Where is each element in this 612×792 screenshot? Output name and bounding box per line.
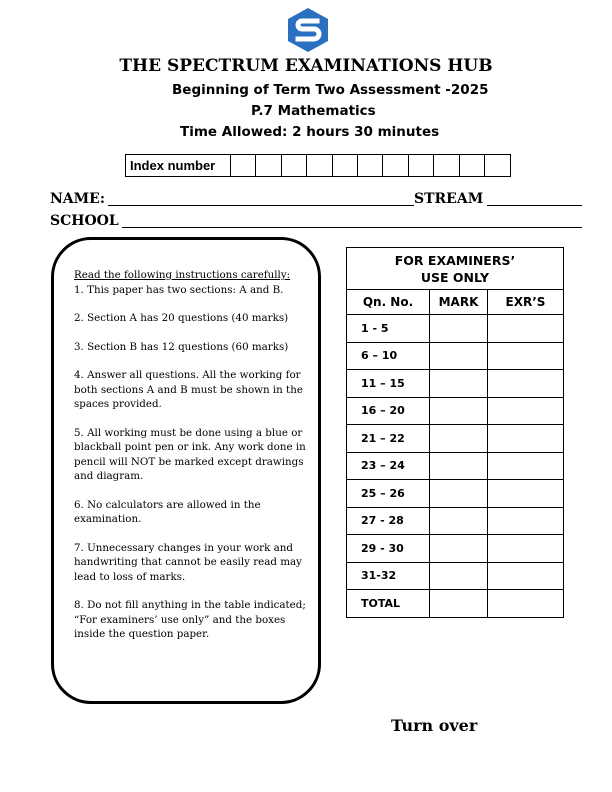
exr-cell[interactable] [488,342,564,370]
name-field[interactable] [108,205,414,206]
exr-cell[interactable] [488,562,564,590]
index-cell[interactable] [383,155,408,176]
instruction-item: 2. Section A has 20 questions (40 marks) [74,312,289,324]
subject-line: P.7 Mathematics [251,103,376,119]
index-cell[interactable] [333,155,358,176]
table-row: 31-32 [347,562,564,590]
mark-cell[interactable] [430,480,488,508]
instruction-item: 8. Do not fill anything in the table indicated; “For examiners’ use only” and the boxes inside the question paper. [74,599,306,640]
mark-cell[interactable] [430,535,488,563]
index-cell[interactable] [485,155,510,176]
spectrum-logo [286,7,330,53]
mark-cell[interactable] [430,507,488,535]
column-header-qn: Qn. No. [347,290,430,315]
column-header-exr: EXR’S [488,290,564,315]
exr-cell[interactable] [488,397,564,425]
stream-label: STREAM [414,191,484,207]
turn-over-note: Turn over [391,716,478,735]
table-row: 6 – 10 [347,342,564,370]
table-row-total: TOTAL [347,590,564,618]
org-title: THE SPECTRUM EXAMINATIONS HUB [119,56,493,76]
index-number-label: Index number [126,155,231,176]
exr-cell[interactable] [488,480,564,508]
table-row: 25 – 26 [347,480,564,508]
mark-cell[interactable] [430,370,488,398]
index-cell[interactable] [231,155,256,176]
school-field[interactable] [122,227,582,228]
column-header-mark: MARK [430,290,488,315]
school-label: SCHOOL [50,213,119,229]
index-cell[interactable] [358,155,383,176]
table-row: 29 - 30 [347,535,564,563]
mark-cell[interactable] [430,452,488,480]
table-row: 21 – 22 [347,425,564,453]
instructions-heading: Read the following instructions carefully: [74,269,291,281]
exr-cell[interactable] [488,315,564,343]
exr-cell[interactable] [488,535,564,563]
mark-cell[interactable] [430,342,488,370]
mark-cell[interactable] [430,397,488,425]
exr-cell[interactable] [488,507,564,535]
instruction-item: 5. All working must be done using a blue or blackball point pen or ink. Any work done in pencil will NOT be marked except drawings and diagram. [74,426,306,482]
exr-cell[interactable] [488,452,564,480]
instructions-list [74,268,314,656]
examiners-table [346,247,564,618]
exr-cell[interactable] [488,370,564,398]
table-row: 23 – 24 [347,452,564,480]
instruction-item: 3. Section B has 12 questions (60 marks) [74,340,289,353]
mark-cell[interactable] [430,315,488,343]
assessment-line: Beginning of Term Two Assessment -2025 [172,82,489,98]
time-allowed: Time Allowed: 2 hours 30 minutes [180,124,440,140]
index-cell[interactable] [256,155,281,176]
index-cell[interactable] [282,155,307,176]
exr-cell[interactable] [488,590,564,618]
exr-cell[interactable] [488,425,564,453]
mark-cell[interactable] [430,425,488,453]
index-number-box[interactable] [125,154,511,177]
instruction-item: 4. Answer all questions. All the working for both sections A and B must be shown in the spaces provided. [74,369,303,410]
index-cell[interactable] [460,155,485,176]
examiners-table-title: FOR EXAMINERS’ USE ONLY [347,248,564,290]
index-cell[interactable] [409,155,434,176]
instruction-item: 6. No calculators are allowed in the examination. [74,498,261,525]
instruction-item: 7. Unnecessary changes in your work and handwriting that cannot be easily read may lead to loss of marks. [74,541,302,583]
table-row: 11 – 15 [347,370,564,398]
mark-cell[interactable] [430,562,488,590]
index-cell[interactable] [434,155,459,176]
table-row: 16 – 20 [347,397,564,425]
stream-field[interactable] [487,205,582,206]
instruction-item: 1. This paper has two sections: A and B. [74,283,284,296]
table-row: 27 - 28 [347,507,564,535]
index-cell[interactable] [307,155,332,176]
table-row: 1 - 5 [347,315,564,343]
mark-cell[interactable] [430,590,488,618]
name-label: NAME: [50,191,105,207]
